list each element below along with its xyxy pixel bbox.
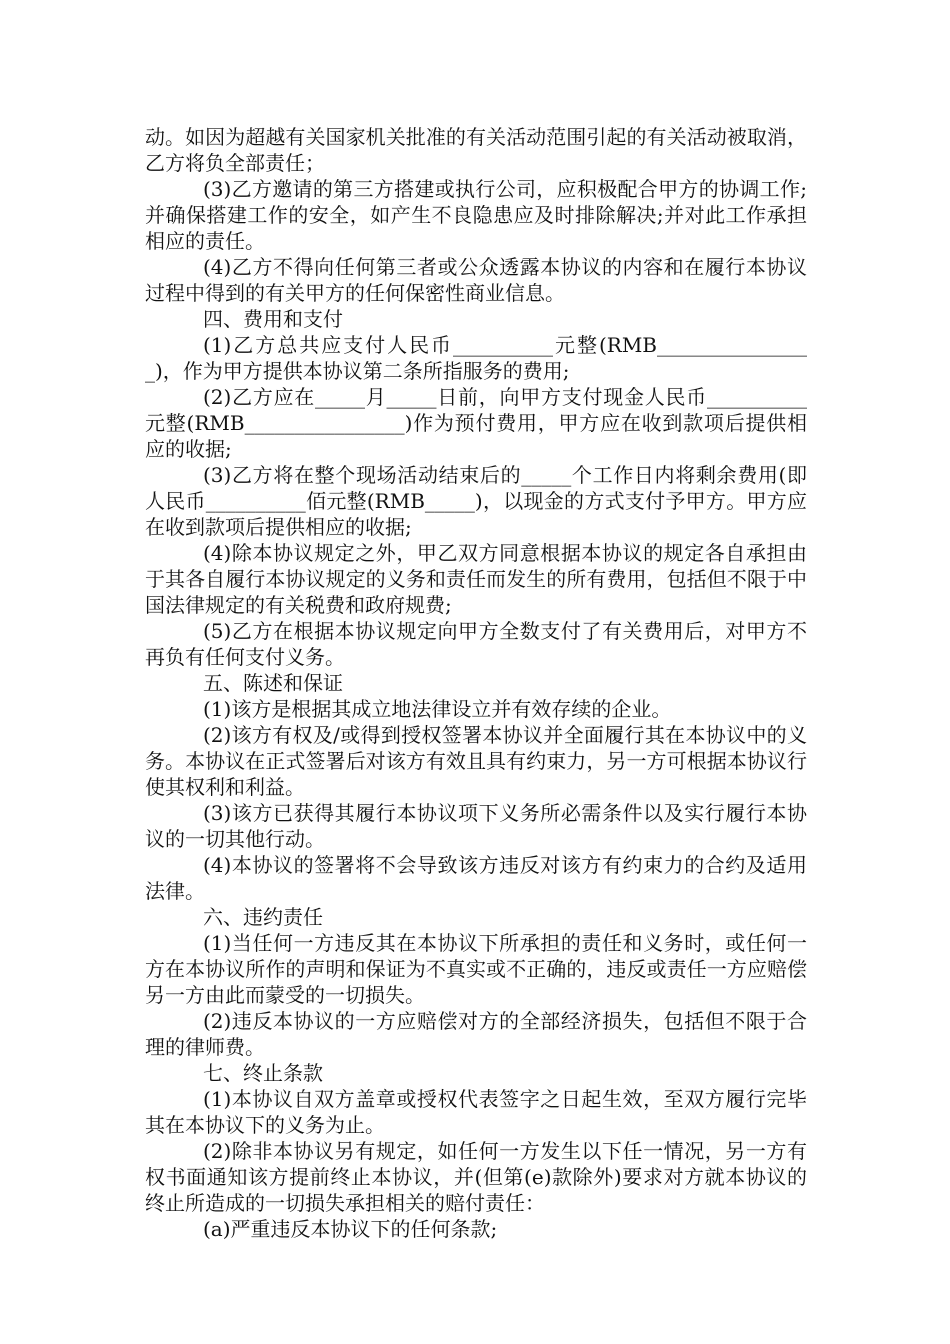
paragraph-20: (2)除非本协议另有规定，如任何一方发生以下任一情况，另一方有权书面通知该方提前终止本协议，并(但第(e)款除外)要求对方就本协议的终止所造成的一切损失承担相关的赔付责任： xyxy=(145,1139,807,1215)
paragraph-8: (4)除本协议规定之外，甲乙双方同意根据本协议的规定各自承担由于其各自履行本协议规定的义务和责任而发生的所有费用，包括但不限于中国法律规定的有关税费和政府规费; xyxy=(145,541,807,617)
paragraph-5: (1)乙方总共应支付人民币__________元整(RMB________________)，作为甲方提供本协议第二条所指服务的费用; xyxy=(145,333,807,383)
paragraph-14: (4)本协议的签署将不会导致该方违反对该方有约束力的合约及适用法律。 xyxy=(145,853,807,903)
paragraph-7: (3)乙方将在整个现场活动结束后的_____个工作日内将剩余费用(即人民币__________佰元整(RMB_____)，以现金的方式支付予甲方。甲方应在收到款项后提供相应的收据; xyxy=(145,463,807,539)
paragraph-9: (5)乙方在根据本协议规定向甲方全数支付了有关费用后，对甲方不再负有任何支付义务。 xyxy=(145,619,807,669)
paragraph-21: (a)严重违反本协议下的任何条款; xyxy=(203,1217,498,1241)
paragraph-13: (3)该方已获得其履行本协议项下义务所必需条件以及实行履行本协议的一切其他行动。 xyxy=(145,801,807,851)
paragraph-19: (1)本协议自双方盖章或授权代表签字之日起生效，至双方履行完毕其在本协议下的义务为止。 xyxy=(145,1087,807,1137)
section-heading-4: 四、费用和支付 xyxy=(203,307,343,331)
paragraph-11: (1)该方是根据其成立地法律设立并有效存续的企业。 xyxy=(203,697,672,721)
document-page xyxy=(145,124,807,1242)
paragraph-16: (1)当任何一方违反其在本协议下所承担的责任和义务时，或任何一方在本协议所作的声明和保证为不真实或不正确的，违反或责任一方应赔偿另一方由此而蒙受的一切损失。 xyxy=(145,931,807,1007)
section-heading-6: 六、违约责任 xyxy=(203,905,323,929)
paragraph-17: (2)违反本协议的一方应赔偿对方的全部经济损失，包括但不限于合理的律师费。 xyxy=(145,1009,807,1059)
paragraph-3: (4)乙方不得向任何第三者或公众透露本协议的内容和在履行本协议过程中得到的有关甲方的任何保密性商业信息。 xyxy=(145,255,807,305)
paragraph-2: (3)乙方邀请的第三方搭建或执行公司，应积极配合甲方的协调工作;并确保搭建工作的安全，如产生不良隐患应及时排除解决;并对此工作承担相应的责任。 xyxy=(145,177,807,253)
paragraph-12: (2)该方有权及/或得到授权签署本协议并全面履行其在本协议中的义务。本协议在正式签署后对该方有效且具有约束力，另一方可根据本协议行使其权利和利益。 xyxy=(145,723,807,799)
paragraph-6: (2)乙方应在_____月_____日前，向甲方支付现金人民币__________元整(RMB________________)作为预付费用，甲方应在收到款项后提供相应的收据; xyxy=(145,385,807,461)
section-heading-5: 五、陈述和保证 xyxy=(203,671,343,695)
paragraph-1: 动。如因为超越有关国家机关批准的有关活动范围引起的有关活动被取消，乙方将负全部责任； xyxy=(145,125,807,175)
section-heading-7: 七、终止条款 xyxy=(203,1061,323,1085)
